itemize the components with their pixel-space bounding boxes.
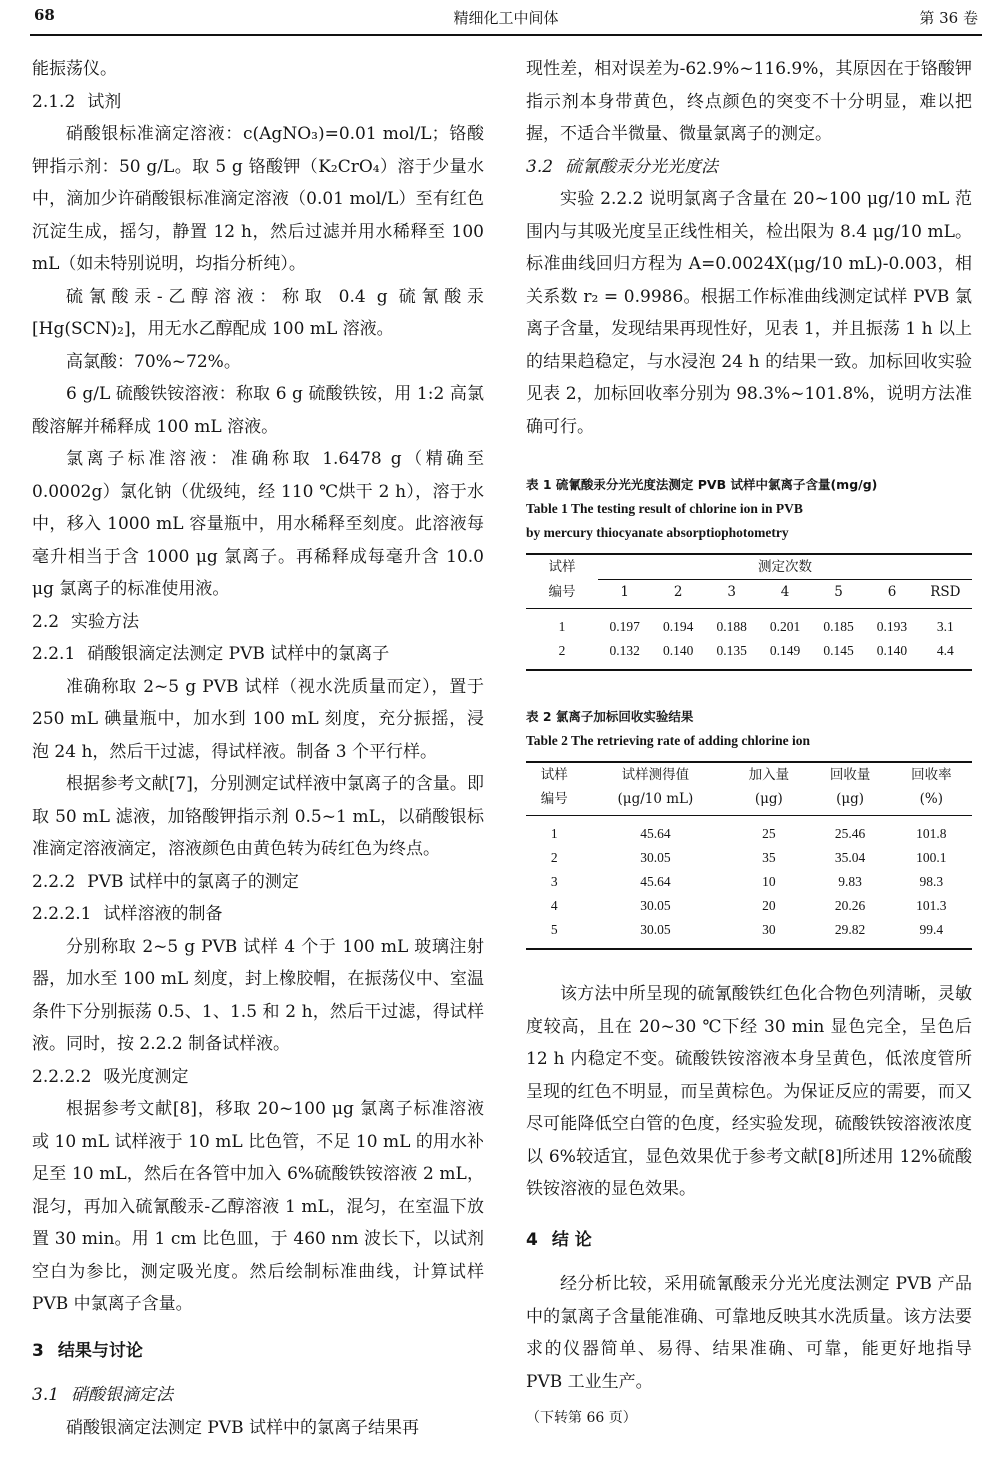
- table-header-cell: 3: [705, 580, 758, 609]
- table-header-cell: 试样: [526, 762, 583, 787]
- paragraph: 硝酸银滴定法测定 PVB 试样中的氯离子结果再: [66, 1417, 420, 1438]
- table-cell: 3: [550, 874, 558, 889]
- left-column: [32, 53, 484, 1444]
- table-cell: 20: [762, 898, 776, 913]
- table-cell: 0.193: [876, 619, 908, 634]
- table-cell: 20.26: [834, 898, 866, 913]
- table-cell: 0.132: [598, 639, 651, 670]
- table-header-cell: 试样测得值: [583, 762, 729, 787]
- table-row: [526, 870, 972, 894]
- paragraph: 高氯酸：70%~72%。: [66, 351, 241, 372]
- table-cell: 101.3: [916, 898, 947, 913]
- table-cell: 100.1: [916, 850, 947, 865]
- table-row: [526, 846, 972, 870]
- paragraph: 根据参考文献[8]，移取 20~100 μg 氯离子标准溶液或 10 mL 试样液于 10 mL 比色管，不足 10 mL 的用水补足至 10 mL，然后在各管中加入 6%硫酸铁铵溶液 2 mL，混匀，再加入硫氰酸汞-乙醇溶液 1 mL，混匀，在室温下放置 30 min。用 1 cm 比色皿，于 460 nm 波长下，以试剂空白为参比，测定吸光度。然后绘制标准曲线，计算试样 PVB 中氯离子含量。: [32, 1099, 484, 1314]
- table-header-cell: (%): [891, 787, 972, 816]
- table-cell: 101.8: [916, 826, 947, 841]
- table-header-cell: 编号: [526, 787, 583, 816]
- continued-note: （下转第 66 页）: [526, 1410, 637, 1426]
- table-cell: 1: [558, 619, 566, 634]
- paragraph: 准确称取 2~5 g PVB 试样（视水洗质量而定），置于 250 mL 碘量瓶中，加水到 100 mL 刻度，充分振摇，浸泡 24 h，然后干过滤，得试样液。制备 3 个平行样。: [32, 676, 484, 762]
- table-1-grid: [526, 553, 972, 671]
- table-cell: 29.82: [809, 918, 890, 949]
- table-cell: 0.140: [865, 639, 918, 670]
- table-cell: 35: [762, 850, 776, 865]
- running-header: [34, 6, 978, 32]
- table-cell: 99.4: [891, 918, 972, 949]
- table-header-cell: 2: [651, 580, 704, 609]
- paragraph: 实验 2.2.2 说明氯离子含量在 20~100 μg/10 mL 范围内与其吸光度呈正线性相关，检出限为 8.4 μg/10 mL。标准曲线回归方程为 A=0.0024X(μg/10 mL)-0.003，相关系数 r₂ = 0.9986。根据工作标准曲线测定试样 PVB 氯离子含量，发现结果再现性好，见表 1，并且振荡 1 h 以上的结果趋稳定，与水浸泡 24 h 的结果一致。加标回收实验见表 2，加标回收率分别为 98.3%~101.8%，说明方法准确可行。: [526, 189, 972, 437]
- table-cell: 30.05: [583, 918, 729, 949]
- table-cell: 25: [762, 826, 776, 841]
- table-row: [526, 609, 972, 640]
- table-header-cell: (μg/10 mL): [583, 787, 729, 816]
- table-cell: 0.201: [769, 619, 801, 634]
- section-2-2-2-1-heading: 2.2.2.1 试样溶液的制备: [32, 904, 223, 924]
- paragraph: 该方法中所呈现的硫氰酸铁红色化合物色列清晰，灵敏度较高，且在 20~30 ℃下经 30 min 显色完全，呈色后 12 h 内稳定不变。硫酸铁铵溶液本身呈黄色，低浓度管所呈现的红色不明显，而呈黄棕色。为保证反应的需要，而又尽可能降低空白管的色度，经实验发现，硫酸铁铵溶液浓度以 6%较适宜，显色效果优于参考文献[8]所述用 12%硫酸铁铵溶液的显色效果。: [526, 984, 972, 1199]
- table-header-cell: 测定次数: [598, 554, 972, 580]
- paragraph: 分别称取 2~5 g PVB 试样 4 个于 100 mL 玻璃注射器，加水至 100 mL 刻度，封上橡胶帽，在振荡仪中、室温条件下分别振荡 0.5、1、1.5 和 2 h，然后干过滤，得试样液。同时，按 2.2.2 制备试样液。: [32, 936, 484, 1054]
- table-cell: 3.1: [936, 619, 954, 634]
- table-row: [526, 816, 972, 847]
- section-3-1-heading: 3.1 硝酸银滴定法: [32, 1385, 174, 1405]
- table-header-cell: RSD: [919, 580, 972, 609]
- page-number: 68: [34, 6, 55, 24]
- paragraph: 硫氰酸汞-乙醇溶液：称取 0.4 g 硫氰酸汞[Hg(SCN)₂]，用无水乙醇配成 100 mL 溶液。: [32, 286, 484, 339]
- table-cell: 0.135: [705, 639, 758, 670]
- table-cell: 5: [526, 918, 583, 949]
- paragraph: 硝酸银标准滴定溶液：c(AgNO₃)=0.01 mol/L；铬酸钾指示剂：50 g/L。取 5 g 铬酸钾（K₂CrO₄）溶于少量水中，滴加少许硝酸银标准滴定溶液（0.01 mol/L）至有红色沉淀生成，摇匀，静置 12 h，然后过滤并用水稀释至 100 mL（如未特别说明，均指分析纯）。: [32, 124, 484, 274]
- table-1-caption-en-2: by mercury thiocyanate absorptiophotometry: [526, 525, 789, 540]
- table-2-caption-en: Table 2 The retrieving rate of adding chlorine ion: [526, 733, 811, 748]
- table-2-grid: [526, 761, 972, 950]
- table-cell: 2: [550, 850, 558, 865]
- table-header-cell: 试样: [526, 554, 598, 580]
- table-cell: 30.05: [640, 850, 671, 865]
- table-header-cell: 4: [758, 580, 811, 609]
- table-cell: 4.4: [919, 639, 972, 670]
- table-cell: 0.145: [812, 639, 865, 670]
- right-column: [526, 53, 972, 1435]
- paragraph: 根据参考文献[7]，分别测定试样液中氯离子的含量。即取 50 mL 滤液，加铬酸钾指示剂 0.5~1 mL，以硝酸银标准滴定溶液滴定，溶液颜色由黄色转为砖红色为终点。: [32, 774, 484, 859]
- table-header-cell: 编号: [526, 580, 598, 609]
- journal-title: 精细化工中间体: [453, 9, 559, 27]
- table-cell: 25.46: [834, 826, 866, 841]
- table-cell: 0.149: [758, 639, 811, 670]
- table-row: [526, 894, 972, 918]
- table-cell: 0.185: [823, 619, 854, 634]
- table-cell: 0.197: [609, 619, 640, 634]
- table-cell: 45.64: [640, 874, 671, 889]
- table-cell: 0.194: [662, 619, 694, 634]
- section-3-2-heading: 3.2 硫氰酸汞分光光度法: [526, 156, 719, 177]
- table-header-cell: (μg): [809, 787, 890, 816]
- section-2-2-1-heading: 2.2.1 硝酸银滴定法测定 PVB 试样中的氯离子: [32, 644, 390, 664]
- table-1-caption-cn: 表 1 硫氰酸汞分光光度法测定 PVB 试样中氯离子含量(mg/g): [526, 477, 878, 492]
- table-cell: 9.83: [838, 874, 862, 889]
- table-header-cell: 回收率: [891, 762, 972, 787]
- table-cell: 0.188: [716, 619, 747, 634]
- table-cell: 45.64: [640, 826, 671, 841]
- table-1: [526, 473, 972, 671]
- table-cell: 98.3: [919, 874, 944, 889]
- table-cell: 10: [762, 874, 776, 889]
- table-cell: 30.05: [640, 898, 671, 913]
- paragraph: 经分析比较，采用硫氰酸汞分光光度法测定 PVB 产品中的氯离子含量能准确、可靠地反映其水洗质量。该方法要求的仪器简单、易得、结果准确、可靠，能更好地指导 PVB 工业生产。: [526, 1274, 972, 1392]
- table-cell: 30: [728, 918, 809, 949]
- section-2-2-heading: 2.2 实验方法: [32, 611, 140, 632]
- table-1-caption-en: Table 1 The testing result of chlorine ion in PVB: [526, 501, 803, 516]
- table-2: [526, 705, 972, 950]
- section-2-2-2-2-heading: 2.2.2.2 吸光度测定: [32, 1066, 189, 1087]
- table-row: [526, 639, 972, 670]
- table-2-caption-cn: 表 2 氯离子加标回收实验结果: [526, 709, 694, 724]
- table-header-cell: (μg): [728, 787, 809, 816]
- paragraph: 氯离子标准溶液：准确称取 1.6478 g（精确至 0.0002g）氯化钠（优级纯，经 110 ℃烘干 2 h），溶于水中，移入 1000 mL 容量瓶中，用水稀释至刻度。此溶液每毫升相当于含 1000 μg 氯离子。再稀释成每毫升含 10.0 μg 氯离子的标准使用液。: [32, 449, 484, 599]
- header-rule: [30, 34, 982, 36]
- table-cell: 1: [550, 826, 558, 841]
- table-cell: 4: [550, 898, 558, 913]
- section-2-1-2-heading: 2.1.2 试剂: [32, 91, 122, 112]
- table-header-cell: 回收量: [809, 762, 890, 787]
- volume-label: 第 36 卷: [919, 9, 978, 27]
- paragraph: 能振荡仪。: [32, 59, 117, 79]
- section-3-heading: 3 结果与讨论: [32, 1340, 143, 1361]
- table-cell: 2: [526, 639, 598, 670]
- table-header-cell: 1: [598, 580, 651, 609]
- section-4-heading: 4 结 论: [526, 1229, 592, 1250]
- table-header-cell: 5: [812, 580, 865, 609]
- table-row: [526, 918, 972, 949]
- paragraph: 现性差，相对误差为-62.9%~116.9%，其原因在于铬酸钾指示剂本身带黄色，终点颜色的突变不十分明显，难以把握，不适合半微量、微量氯离子的测定。: [526, 59, 972, 144]
- table-header-cell: 加入量: [728, 762, 809, 787]
- paragraph: 6 g/L 硫酸铁铵溶液：称取 6 g 硫酸铁铵，用 1:2 高氯酸溶解并稀释成 100 mL 溶液。: [32, 384, 484, 437]
- table-cell: 0.140: [651, 639, 704, 670]
- table-header-cell: 6: [865, 580, 918, 609]
- section-2-2-2-heading: 2.2.2 PVB 试样中的氯离子的测定: [32, 871, 299, 892]
- table-cell: 35.04: [834, 850, 866, 865]
